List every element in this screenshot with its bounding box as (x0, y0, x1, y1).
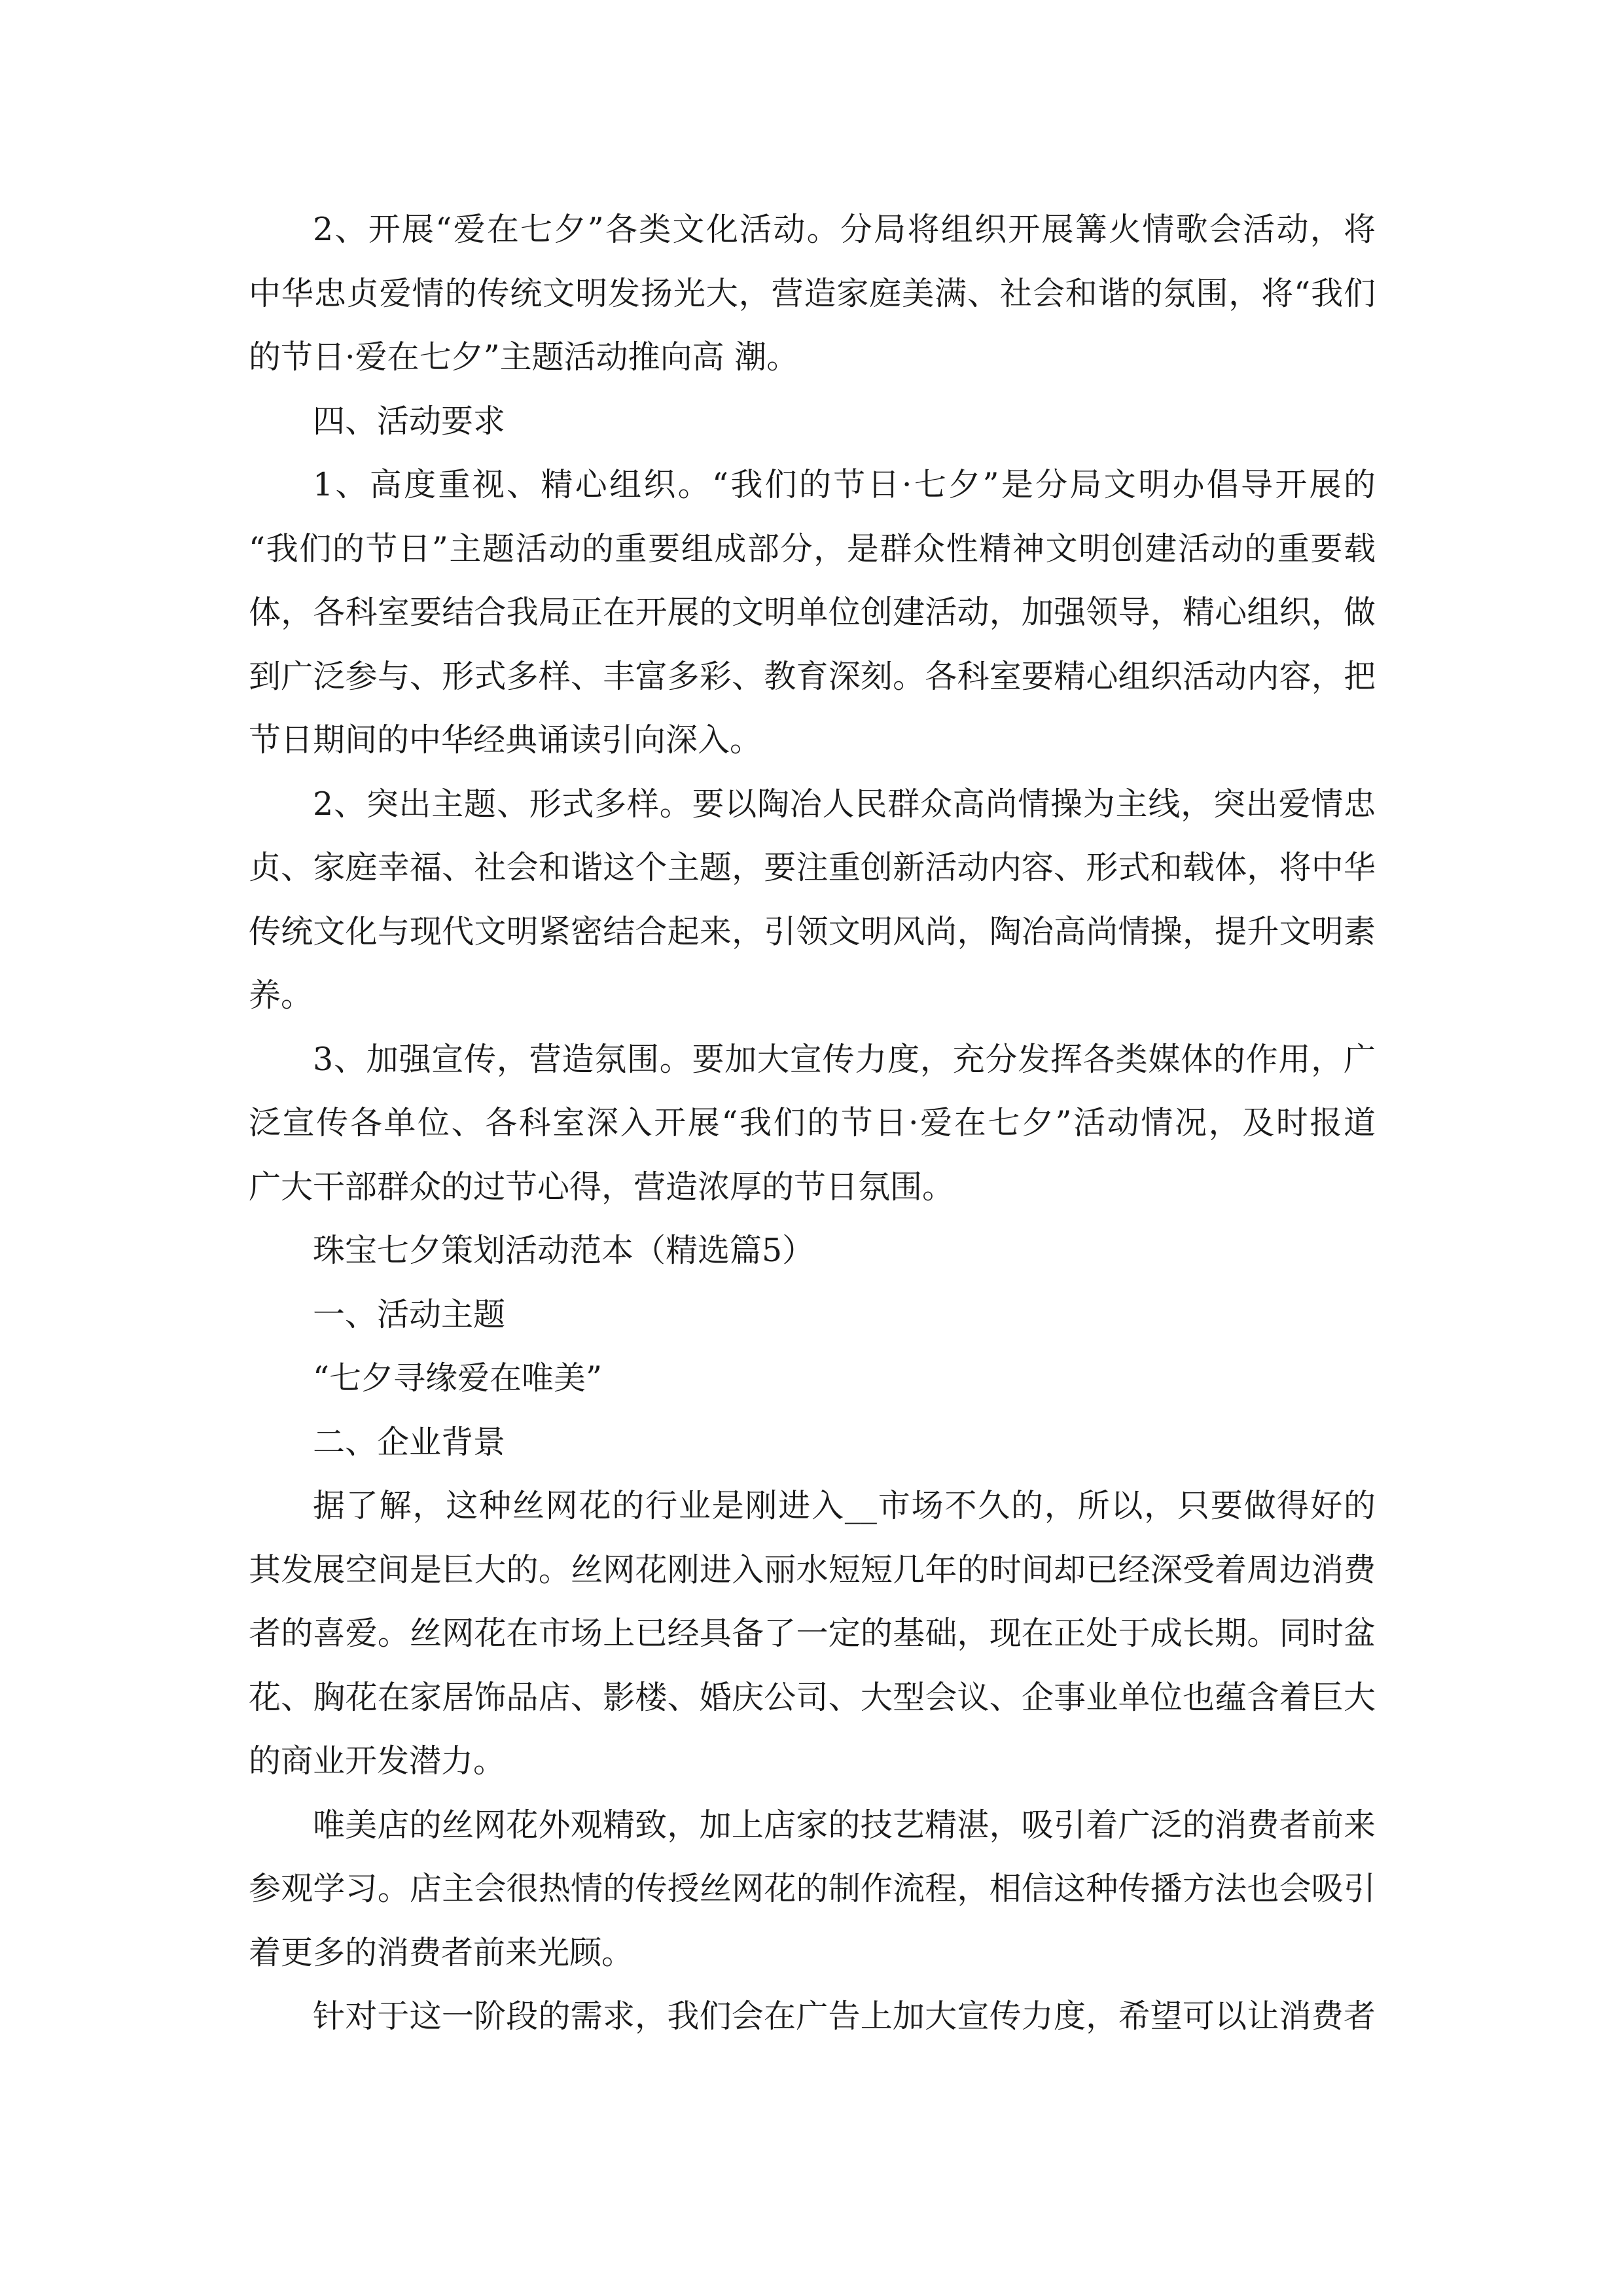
paragraph-line: 者的喜爱。丝网花在市场上已经具备了一定的基础，现在正处于成长期。同时盆 (249, 1615, 1376, 1652)
paragraph-line: 2、开展“爱在七夕”各类文化活动。分局将组织开展篝火情歌会活动，将 (313, 211, 1376, 248)
paragraph-line: 泛宣传各单位、各科室深入开展“我们的节日·爱在七夕”活动情况，及时报道 (249, 1104, 1376, 1141)
article-title: 珠宝七夕策划活动范本（精选篇5） (313, 1232, 815, 1269)
paragraph-line: 到广泛参与、形式多样、丰富多彩、教育深刻。各科室要精心组织活动内容，把 (249, 657, 1376, 695)
section-heading: 一、活动主题 (313, 1295, 506, 1333)
paragraph-line: 花、胸花在家居饰品店、影楼、婚庆公司、大型会议、企事业单位也蕴含着巨大 (249, 1678, 1376, 1716)
paragraph-line: 1、高度重视、精心组织。“我们的节日·七夕”是分局文明办倡导开展的 (313, 466, 1376, 503)
paragraph-line: 的节日·爱在七夕”主题活动推向高 潮。 (249, 338, 799, 376)
paragraph-line: 传统文化与现代文明紧密结合起来，引领文明风尚，陶冶高尚情操，提升文明素 (249, 912, 1376, 950)
section-heading: 四、活动要求 (313, 402, 506, 440)
paragraph-line: “我们的节日”主题活动的重要组成部分，是群众性精神文明创建活动的重要载 (249, 529, 1376, 567)
paragraph-line: 着更多的消费者前来光顾。 (249, 1933, 634, 1971)
document-body (249, 198, 1376, 2049)
paragraph-line: 的商业开发潜力。 (249, 1742, 506, 1780)
paragraph-line: 2、突出主题、形式多样。要以陶冶人民群众高尚情操为主线，突出爱情忠 (313, 785, 1376, 823)
theme-slogan: “七夕寻缘爱在唯美” (313, 1359, 603, 1397)
paragraph-line: 针对于这一阶段的需求，我们会在广告上加大宣传力度，希望可以让消费者 (313, 1998, 1376, 2035)
paragraph-line: 据了解，这种丝网花的行业是刚进入__市场不久的，所以，只要做得好的 (313, 1487, 1376, 1524)
paragraph-line: 3、加强宣传，营造氛围。要加大宣传力度，充分发挥各类媒体的作用，广 (313, 1040, 1376, 1078)
paragraph-line: 贞、家庭幸福、社会和谐这个主题，要注重创新活动内容、形式和载体，将中华 (249, 849, 1376, 886)
paragraph-line: 中华忠贞爱情的传统文明发扬光大，营造家庭美满、社会和谐的氛围，将“我们 (249, 274, 1376, 312)
paragraph-line: 唯美店的丝网花外观精致，加上店家的技艺精湛，吸引着广泛的消费者前来 (313, 1806, 1376, 1844)
paragraph-line: 节日期间的中华经典诵读引向深入。 (249, 721, 762, 759)
section-heading: 二、企业背景 (313, 1423, 506, 1461)
paragraph-line: 养。 (249, 977, 313, 1014)
paragraph-line: 广大干部群众的过节心得，营造浓厚的节日氛围。 (249, 1168, 955, 1206)
paragraph-line: 参观学习。店主会很热情的传授丝网花的制作流程，相信这种传播方法也会吸引 (249, 1870, 1376, 1907)
paragraph-line: 体，各科室要结合我局正在开展的文明单位创建活动，加强领导，精心组织，做 (249, 594, 1376, 631)
paragraph-line: 其发展空间是巨大的。丝网花刚进入丽水短短几年的时间却已经深受着周边消费 (249, 1551, 1376, 1588)
